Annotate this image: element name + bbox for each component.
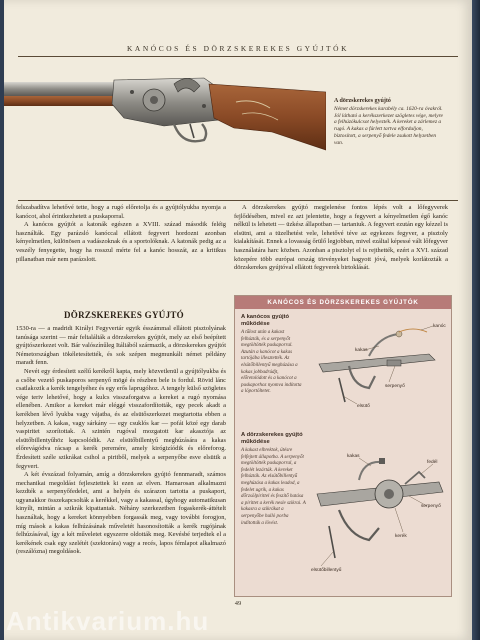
wheellock-gun-illustration <box>4 62 326 182</box>
book-page <box>4 0 472 640</box>
gun-caption-text: Német dörzskerekes karabély ca. 1620-ra óvakról. Jól látható a kerékszerkezet szögletes vége, melyre a felhúzókulcsot helyezték. A kereket a zárlemez a rugó. A kakas a fúrlett tartva elforduljon, biztosított, a serpenyő fedele zsukott helyzetben van. <box>334 105 443 146</box>
section-heading: DÖRZSKEREKES GYÚJTÓ <box>64 310 184 320</box>
matchlock-diagram <box>309 316 449 416</box>
running-head: KANÓCOS ÉS DÖRZSKEREKES GYÚJTÓK <box>126 44 350 53</box>
left-main-column <box>16 325 226 557</box>
wheel-title: A dörzskerekes gyújtó működése <box>241 432 303 445</box>
wheel-label-kerek: kerék <box>395 534 407 539</box>
mechanism-box <box>234 295 452 597</box>
right-column <box>234 204 448 273</box>
paragraph: A dörzskerekes gyújtó megjelenése fontos lépés volt a lőfegyverek fejlődésében, mivel ez azt jelentette, hogy a fegyvert a kényelmetlen égő kanóc nélkül is lehetett — üzkész állapotban — tartaniuk. A fegyvert ezután egy kézzel is elsütni, ami a tüzelhetést vele, lehetővé téve az egykezes fegyver, a pisztoly kialakítását. Ennek a lovasság őrülő legjobban, mivel ezáltal képessé vált lőfegyver használatára harc közben. Azonban a pisztolyt el is rejthették, ezért a XVI. század közepére több európai ország törvényeket hagyott jóvá, melyek korlátozták a dörzskerekes gyújtóval ellátott fegyverek birtoklását. <box>234 204 448 272</box>
match-title: A kanócos gyújtó működése <box>241 314 290 327</box>
box-title: KANÓCOS ÉS DÖRZSKEREKES GYÚJTÓK <box>235 296 451 309</box>
top-rule <box>18 56 458 57</box>
wheellock-diagram <box>309 436 449 586</box>
wheel-label-kakas: kakas <box>347 454 360 459</box>
left-intro-column <box>16 204 226 264</box>
gun-caption-title: A dörzskerekes gyújtó <box>334 98 391 104</box>
match-label-kakas: kakas <box>355 348 368 353</box>
mid-rule <box>18 200 458 201</box>
paragraph: felszabadítva lehetővé tette, hogy a rugó előretolja és a gyújtólyukba nyomja a kanócot, ahol érintkezhetett a puskaporral. <box>16 204 226 220</box>
wheel-label-fedel: fedél <box>427 460 438 465</box>
match-label-kanoc: kanóc <box>433 324 446 329</box>
paragraph: A két évszázad folyamán, amíg a dörzskerekes gyújtó fennmaradt, számos mechanikai megoldást fejlesztettek ki ezen az elven. Hamarosan alkalmazni kezdték a serpenyőfedelet, ami a helyén és szárazon tartotta a puskaport, ugyanakkor összekapcsolták a kerékkel, vagy a kakassal, úgyhogy automatikusan kinyílt, mintán a szikrák kipattantak. Néhány szerkezetben fogaskerék-áttételt használtak, hogy a kereket könnyebben forgassák meg, vagy további forogjon, míg mások a kakas felhúzásának műveletét hasonosították a kerék rugójának felhúzásával, így a két műveletet egyszerre oldották meg. Kevésbé terjedtek el a kerékének csak egy szelétét (szektorára) vagy a recés, lapos fémlapot alkalmazó (reszálózna) megoldások. <box>16 471 226 556</box>
paragraph: 1530-ra — a madridi Királyi Fegyvertár egyik ésszámmal ellátott pisztolyának tanúsága szerint — már feltalálták a dörzskerekes gyújtót, mely az első beépített gyújtószerkezet volt. Bár valószínűleg Itáliából származik, a dörzskerekes gyújtót Németországban tökéletesítették, és sok szépen megmunkált német példány maradt fenn. <box>16 325 226 367</box>
match-label-elsuto: elsütő <box>357 404 370 409</box>
gun-caption <box>334 98 446 147</box>
wheel-label-serpenyo: serpenyő <box>421 504 441 509</box>
watermark: Antikvarium.hu <box>6 606 210 636</box>
wheel-label-elsutobillentyu: elsütőbillentyű <box>311 568 342 573</box>
match-label-serpenyo: serpenyő <box>385 384 405 389</box>
page-number: 49 <box>234 600 242 607</box>
paragraph: Nevét egy érdesített szélű kerékről kapta, mely közvetlenül a gyújtólyukba és a csőbe vezető puskaporos serpenyő mögé és részben bele is fordul. Rövid lánc csatlakozik a kerék tengelyéhez és egy erős laprugóhoz. A tengely külső szögletes vége teriv lehetővé, hogy a kulcs visszaforgatva a kereket a rugó nyomása ellenében. Amikor a kereket már eléggé visszafordították, egy pecek akadt a kerékben lévő lyukba vagy vájatba, és az elsütőszerkezet megtartotta ebben a helyzetben. A kakas, vagy sárkány — egy csuklós kar — pofái közé egy darab vaspiritet szorítottak. A szintén rugóval mozgatott kar akasztója az elsütőbillentyűhöz kapcsolódik. Az elsütőbillentyű meghúzására a kakas előrevágódva rácsap a kerék peremére, amely kirógizíódik és előreforog. Érdesített széle szikrákat csihol a piritből, melyek a serpenyőbe esve elsütik a fegyvert. <box>16 367 226 470</box>
paragraph: A kanócos gyújtót a katonák egészen a XVIII. század második feléig használták. Egy parázsló kanóccal ellátott fegyvert hordozni azonban kényelmetlen, különösen a vadászoknak és a sportolóknak. A katonák pedig az a veszély fenyegette, hogy ha rosszul mérte fel a kanóc hosszát, az a kritikus pillanatban már nem parázslott. <box>16 221 226 263</box>
match-text: A tűlost után a kakast felhúzták, és a serpenyőt megtöltötték puskaporral. Azután a kanócot a kakas tartójába illesztették. Az elsütőbillentyű meghúzása a kakas jobbadrúdjt, előretolódott és a kanócot a puskaporhoz nyomva indította a löportöltetet. <box>241 330 302 395</box>
wheel-text: A kakast elbrektok, ütésre felfejtett állapotba. A serpenyőt megtöltötték puskaporral, a fedelét lezárták. A kereket felhúzták. Az elsütőbillentyű meghúzása a kakas leadod, a fedelet ugrik, a kakas dőrzsölpirittel és feszítő hatása a pirittet a kerék nesle szikrai. A kakasra a szikrákat a serpenyőbe hulló porba indították a lövést. <box>241 448 306 526</box>
book-spine <box>472 0 480 640</box>
